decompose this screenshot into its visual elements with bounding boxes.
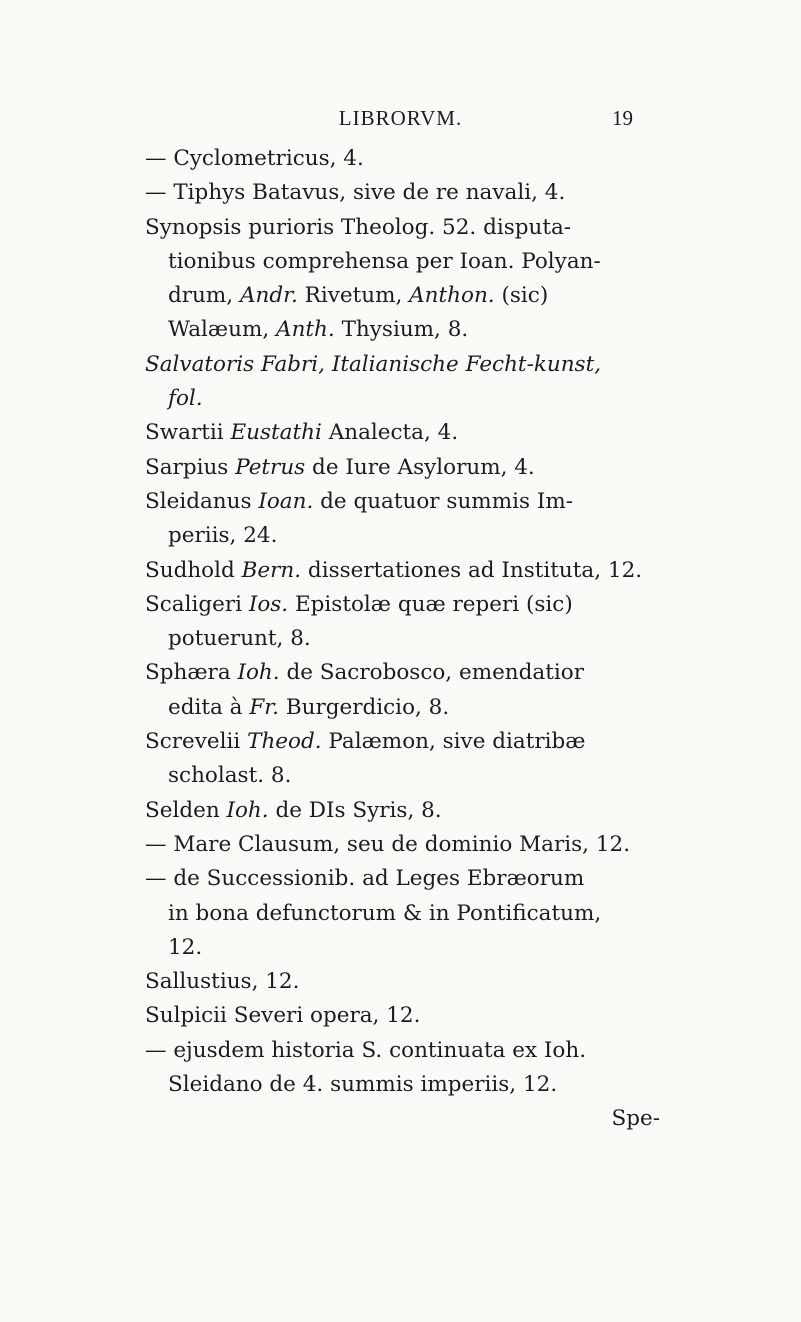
text-span: Analecta, 4. [321, 420, 459, 446]
text-span: Rivetum, [297, 283, 410, 309]
italic-text: Ioh. [237, 660, 280, 686]
text-span: Selden [145, 797, 227, 823]
text-line [145, 725, 665, 759]
text-span: Spe- [611, 1106, 660, 1132]
text-line [145, 588, 665, 622]
text-line [145, 897, 665, 931]
text-span: Sudhold [145, 557, 242, 583]
text-line [145, 382, 665, 416]
text-span: — Cyclometricus, 4. [145, 146, 364, 171]
text-span: Sphæra [145, 660, 238, 686]
text-line [145, 519, 665, 553]
text-line [145, 656, 665, 690]
text-line [145, 931, 665, 965]
italic-text: Anthon. [409, 283, 495, 309]
text-span: scholast. 8. [168, 763, 292, 789]
italic-text: Ios. [248, 591, 289, 617]
text-line [145, 348, 665, 382]
italic-text: Eustathi [230, 420, 322, 446]
text-span: Sleidanus [145, 488, 259, 514]
catalogue-text [145, 142, 665, 1137]
text-span: — ejusdem historia S. continuata ex Ioh. [145, 1037, 587, 1063]
text-span: Screvelii [145, 729, 248, 755]
text-span: Scaligeri [145, 591, 249, 617]
text-line [145, 451, 665, 485]
text-line [145, 211, 665, 245]
text-line [145, 828, 665, 862]
running-head: LIBRORVM. [338, 106, 463, 130]
text-line [145, 691, 665, 725]
italic-text: Ioan. [258, 488, 314, 514]
italic-text: Theod. [247, 729, 322, 755]
text-line [145, 794, 665, 828]
page-number: 19 [612, 106, 633, 130]
text-span: dissertationes ad Instituta, 12. [301, 557, 643, 583]
text-span: drum, [168, 283, 240, 309]
text-span: — de Successionib. ad Leges Ebræorum [145, 866, 585, 892]
italic-text: Bern. [241, 557, 302, 583]
catchword [145, 1102, 665, 1136]
text-line [145, 176, 665, 210]
italic-text: Salvatoris Fabri, Italianische Fecht-kunst, [145, 351, 602, 377]
text-line [145, 965, 665, 999]
text-span: (sic) [494, 283, 549, 309]
text-span: potuerunt, 8. [168, 626, 311, 652]
text-line [145, 862, 665, 896]
italic-text: Fr. [249, 694, 279, 720]
italic-text: fol. [168, 386, 203, 412]
text-span: de Sacrobosco, emendatior [279, 660, 584, 686]
text-span: 12. [168, 934, 203, 960]
text-line [145, 554, 665, 588]
italic-text: Anth. [276, 317, 335, 343]
text-span: de DIs Syris, 8. [268, 797, 442, 823]
text-line [145, 759, 665, 793]
text-line [145, 485, 665, 519]
italic-text: Andr. [239, 283, 298, 309]
text-line [145, 416, 665, 450]
text-span: Swartii [145, 420, 231, 446]
text-span: Synopsis purioris Theolog. 52. disputa- [145, 214, 572, 240]
text-span: edita à [168, 694, 250, 720]
text-span: periis, 24. [168, 523, 278, 549]
text-span: — Mare Clausum, seu de dominio Maris, 12. [145, 831, 631, 857]
text-line [145, 622, 665, 656]
text-line [145, 142, 665, 176]
text-span: Thysium, 8. [334, 317, 469, 343]
text-span: Burgerdicio, 8. [278, 694, 450, 720]
text-span: tionibus comprehensa per Ioan. Polyan- [168, 248, 601, 274]
text-span: Sleidano de 4. summis imperiis, 12. [168, 1072, 558, 1098]
text-span: de quatuor summis Im- [313, 488, 573, 514]
text-line [145, 279, 665, 313]
text-span: Epistolæ quæ reperi (sic) [288, 591, 573, 617]
text-span: Walæum, [168, 317, 277, 343]
text-span: Sulpicii Severi opera, 12. [145, 1003, 421, 1029]
text-span: Sarpius [145, 454, 236, 480]
text-line [145, 1068, 665, 1102]
page-header [0, 106, 801, 132]
text-span: de Iure Asylorum, 4. [305, 454, 535, 480]
text-line [145, 999, 665, 1033]
italic-text: Petrus [235, 454, 306, 480]
text-line [145, 313, 665, 347]
text-span: Palæmon, sive diatribæ [321, 729, 586, 755]
italic-text: Ioh. [226, 797, 269, 823]
text-span: — Tiphys Batavus, sive de re navali, 4. [145, 180, 566, 206]
text-span: Sallustius, 12. [145, 969, 300, 995]
text-line [145, 245, 665, 279]
text-span: in bona defunctorum & in Pontificatum, [168, 900, 602, 926]
text-line [145, 1034, 665, 1068]
